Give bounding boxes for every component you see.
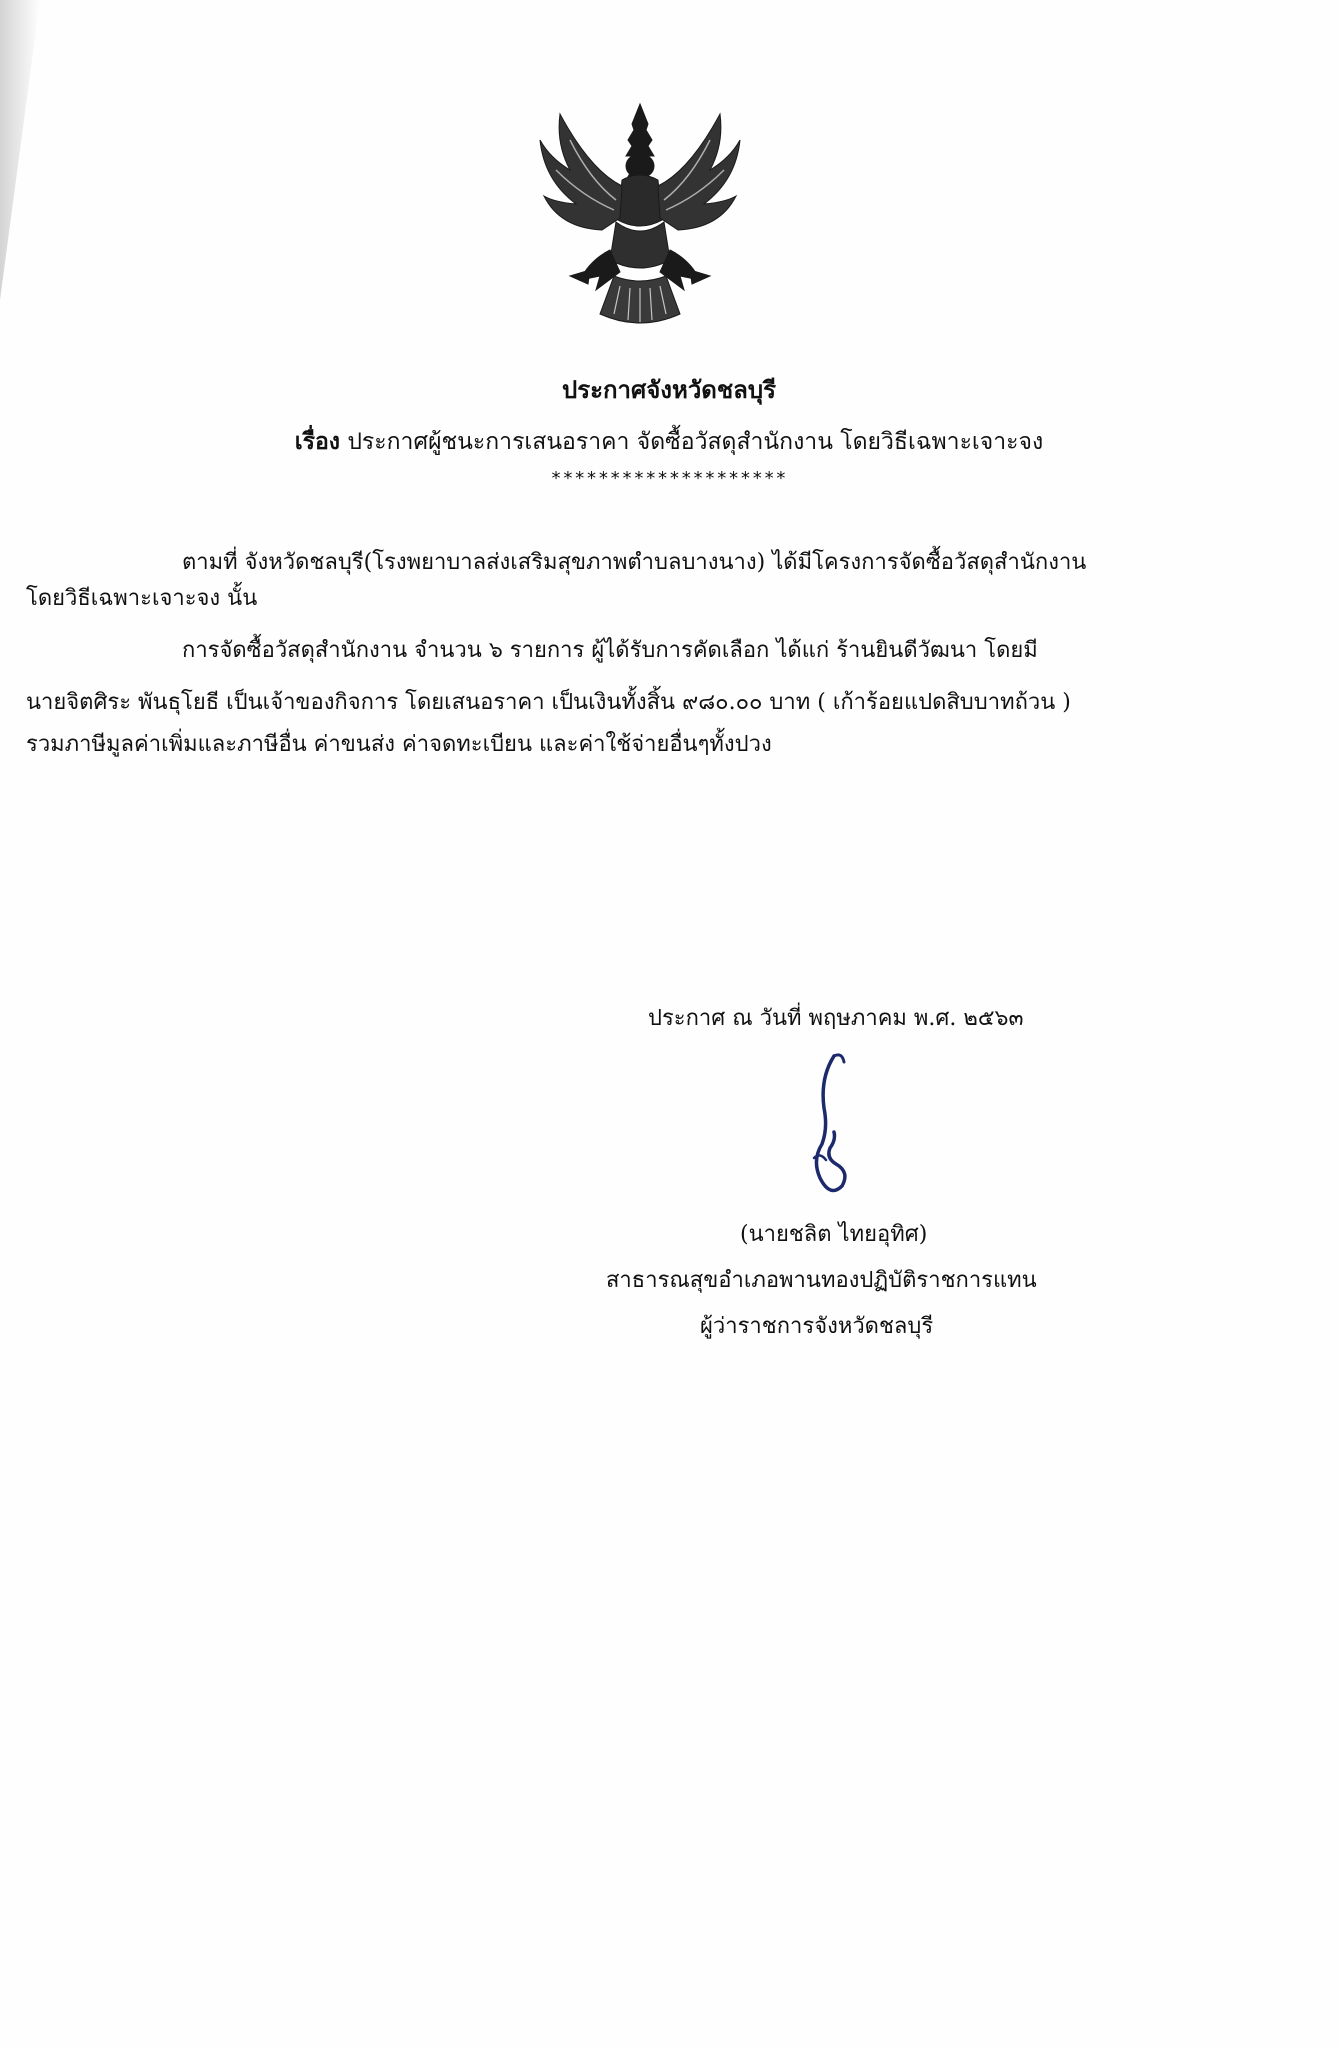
- subject-text: ประกาศผู้ชนะการเสนอราคา จัดซื้อวัสดุสำนักงาน โดยวิธีเฉพาะเจาะจง: [340, 429, 1044, 455]
- separator-line: ********************: [550, 468, 788, 489]
- body-paragraph2-line1: การจัดซื้อวัสดุสำนักงาน จำนวน ๖ รายการ ผู้ได้รับการคัดเลือก ได้แก่ ร้านยินดีวัฒนา โดยมี: [182, 638, 1038, 663]
- announcement-date: ประกาศ ณ วันที่ พฤษภาคม พ.ศ. ๒๕๖๓: [648, 1006, 1024, 1031]
- body-paragraph2-line2: นายจิตศิระ พันธุโยธี เป็นเจ้าของกิจการ โดยเสนอราคา เป็นเงินทั้งสิ้น ๙๘๐.๐๐ บาท ( เก้าร้อยแปดสิบบาทถ้วน ): [26, 690, 1071, 715]
- body-paragraph1-line1: ตามที่ จังหวัดชลบุรี(โรงพยาบาลส่งเสริมสุขภาพตำบลบางนาง) ได้มีโครงการจัดซื้อวัสดุสำนักงาน: [182, 550, 1087, 575]
- document-subject: [0, 424, 1338, 460]
- body-paragraph1-line2: โดยวิธีเฉพาะเจาะจง นั้น: [26, 586, 258, 611]
- subject-label: เรื่อง: [294, 428, 341, 455]
- signer-position-line1: สาธารณสุขอำเภอพานทองปฏิบัติราชการแทน: [606, 1268, 1037, 1293]
- handwritten-signature: [790, 1048, 870, 1208]
- body-paragraph2-line3: รวมภาษีมูลค่าเพิ่มและภาษีอื่น ค่าขนส่ง ค่าจดทะเบียน และค่าใช้จ่ายอื่นๆทั้งปวง: [26, 732, 772, 757]
- signer-position-line2: ผู้ว่าราชการจังหวัดชลบุรี: [700, 1314, 934, 1339]
- scan-edge-shadow: [0, 0, 40, 300]
- garuda-emblem-icon: [530, 100, 750, 332]
- document-title: ประกาศจังหวัดชลบุรี: [561, 375, 777, 404]
- signer-name: (นายชลิต ไทยอุทิศ): [740, 1222, 928, 1247]
